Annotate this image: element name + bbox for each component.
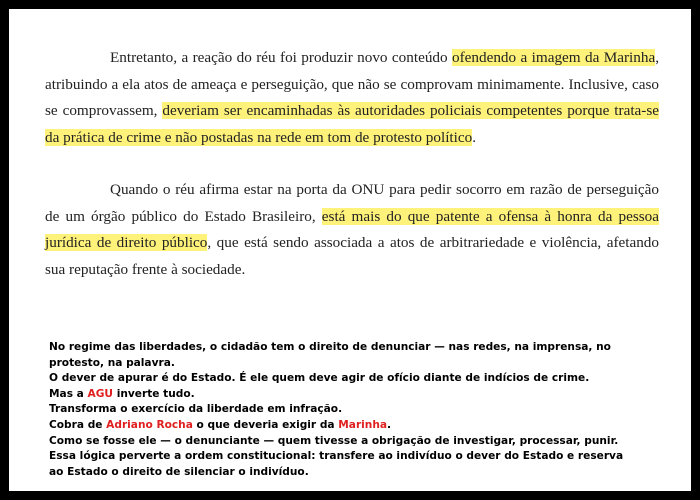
paragraph-2-highlight-1: está mais do que patente a ofensa à honra da pessoa jurídica de direito público <box>45 207 659 251</box>
commentary-line-6 <box>49 418 679 434</box>
commentary-line-4-text-b: inverte tudo. <box>113 387 195 400</box>
document-paragraph-1 <box>45 45 659 151</box>
commentary-line-6-text-a: Cobra de <box>49 418 107 431</box>
adriano-rocha-mention: Adriano Rocha <box>106 418 193 431</box>
document-paragraph-2 <box>45 177 659 283</box>
commentary-line-8: Essa lógica perverte a ordem constitucional: transfere ao indivíduo o dever do Estado e reserva <box>49 450 624 463</box>
marinha-mention: Marinha <box>338 418 388 431</box>
commentary-line-9: ao Estado o direito de silenciar o indivíduo. <box>49 465 309 478</box>
commentary-line-6-text-b: o que deveria exigir da <box>192 418 339 431</box>
paragraph-1-text-1: Entretanto, a reação do réu foi produzir novo conteúdo <box>110 49 453 66</box>
paragraph-2-text-2: , que está sendo associada a atos de arbitrariedade e violência, afetando sua reputação frente à sociedade. <box>45 234 659 278</box>
commentary-line-6-text-c: . <box>387 418 392 431</box>
commentary-line-1: No regime das liberdades, o cidadão tem o direito de denunciar — nas redes, na imprensa, no <box>49 341 611 353</box>
commentary-line-7: Como se fosse ele — o denunciante — quem tivesse a obrigação de investigar, processar, punir. <box>49 434 619 447</box>
commentary-line-4-text-a: Mas a <box>49 387 88 400</box>
commentary-line-2: protesto, na palavra. <box>49 356 175 369</box>
paragraph-2-text-1: Quando o réu afirma estar na porta da ONU para pedir socorro em razão de perseguição de um órgão público do Estado Brasileiro, <box>45 181 659 225</box>
commentary-caption <box>49 340 679 480</box>
commentary-line-4 <box>49 387 679 403</box>
paragraph-1-text-2: , atribuindo a ela atos de ameaça e perseguição, que não se comprovam minimamente. Inclusive, caso se comprovassem, <box>45 49 659 119</box>
commentary-line-5: Transforma o exercício da liberdade em infração. <box>49 403 343 416</box>
paragraph-1-highlight-2: deveriam ser encaminhadas às autoridades policiais competentes porque trata-se da prática de crime e não postadas na rede em tom de protesto político <box>45 102 659 146</box>
paragraph-1-text-3: . <box>472 128 476 146</box>
agu-mention: AGU <box>87 387 114 400</box>
paragraph-1-highlight-1: ofendendo a imagem da Marinha <box>452 49 656 66</box>
document-excerpt <box>45 45 659 283</box>
commentary-line-3: O dever de apurar é do Estado. É ele quem deve agir de ofício diante de indícios de crime. <box>49 372 590 385</box>
